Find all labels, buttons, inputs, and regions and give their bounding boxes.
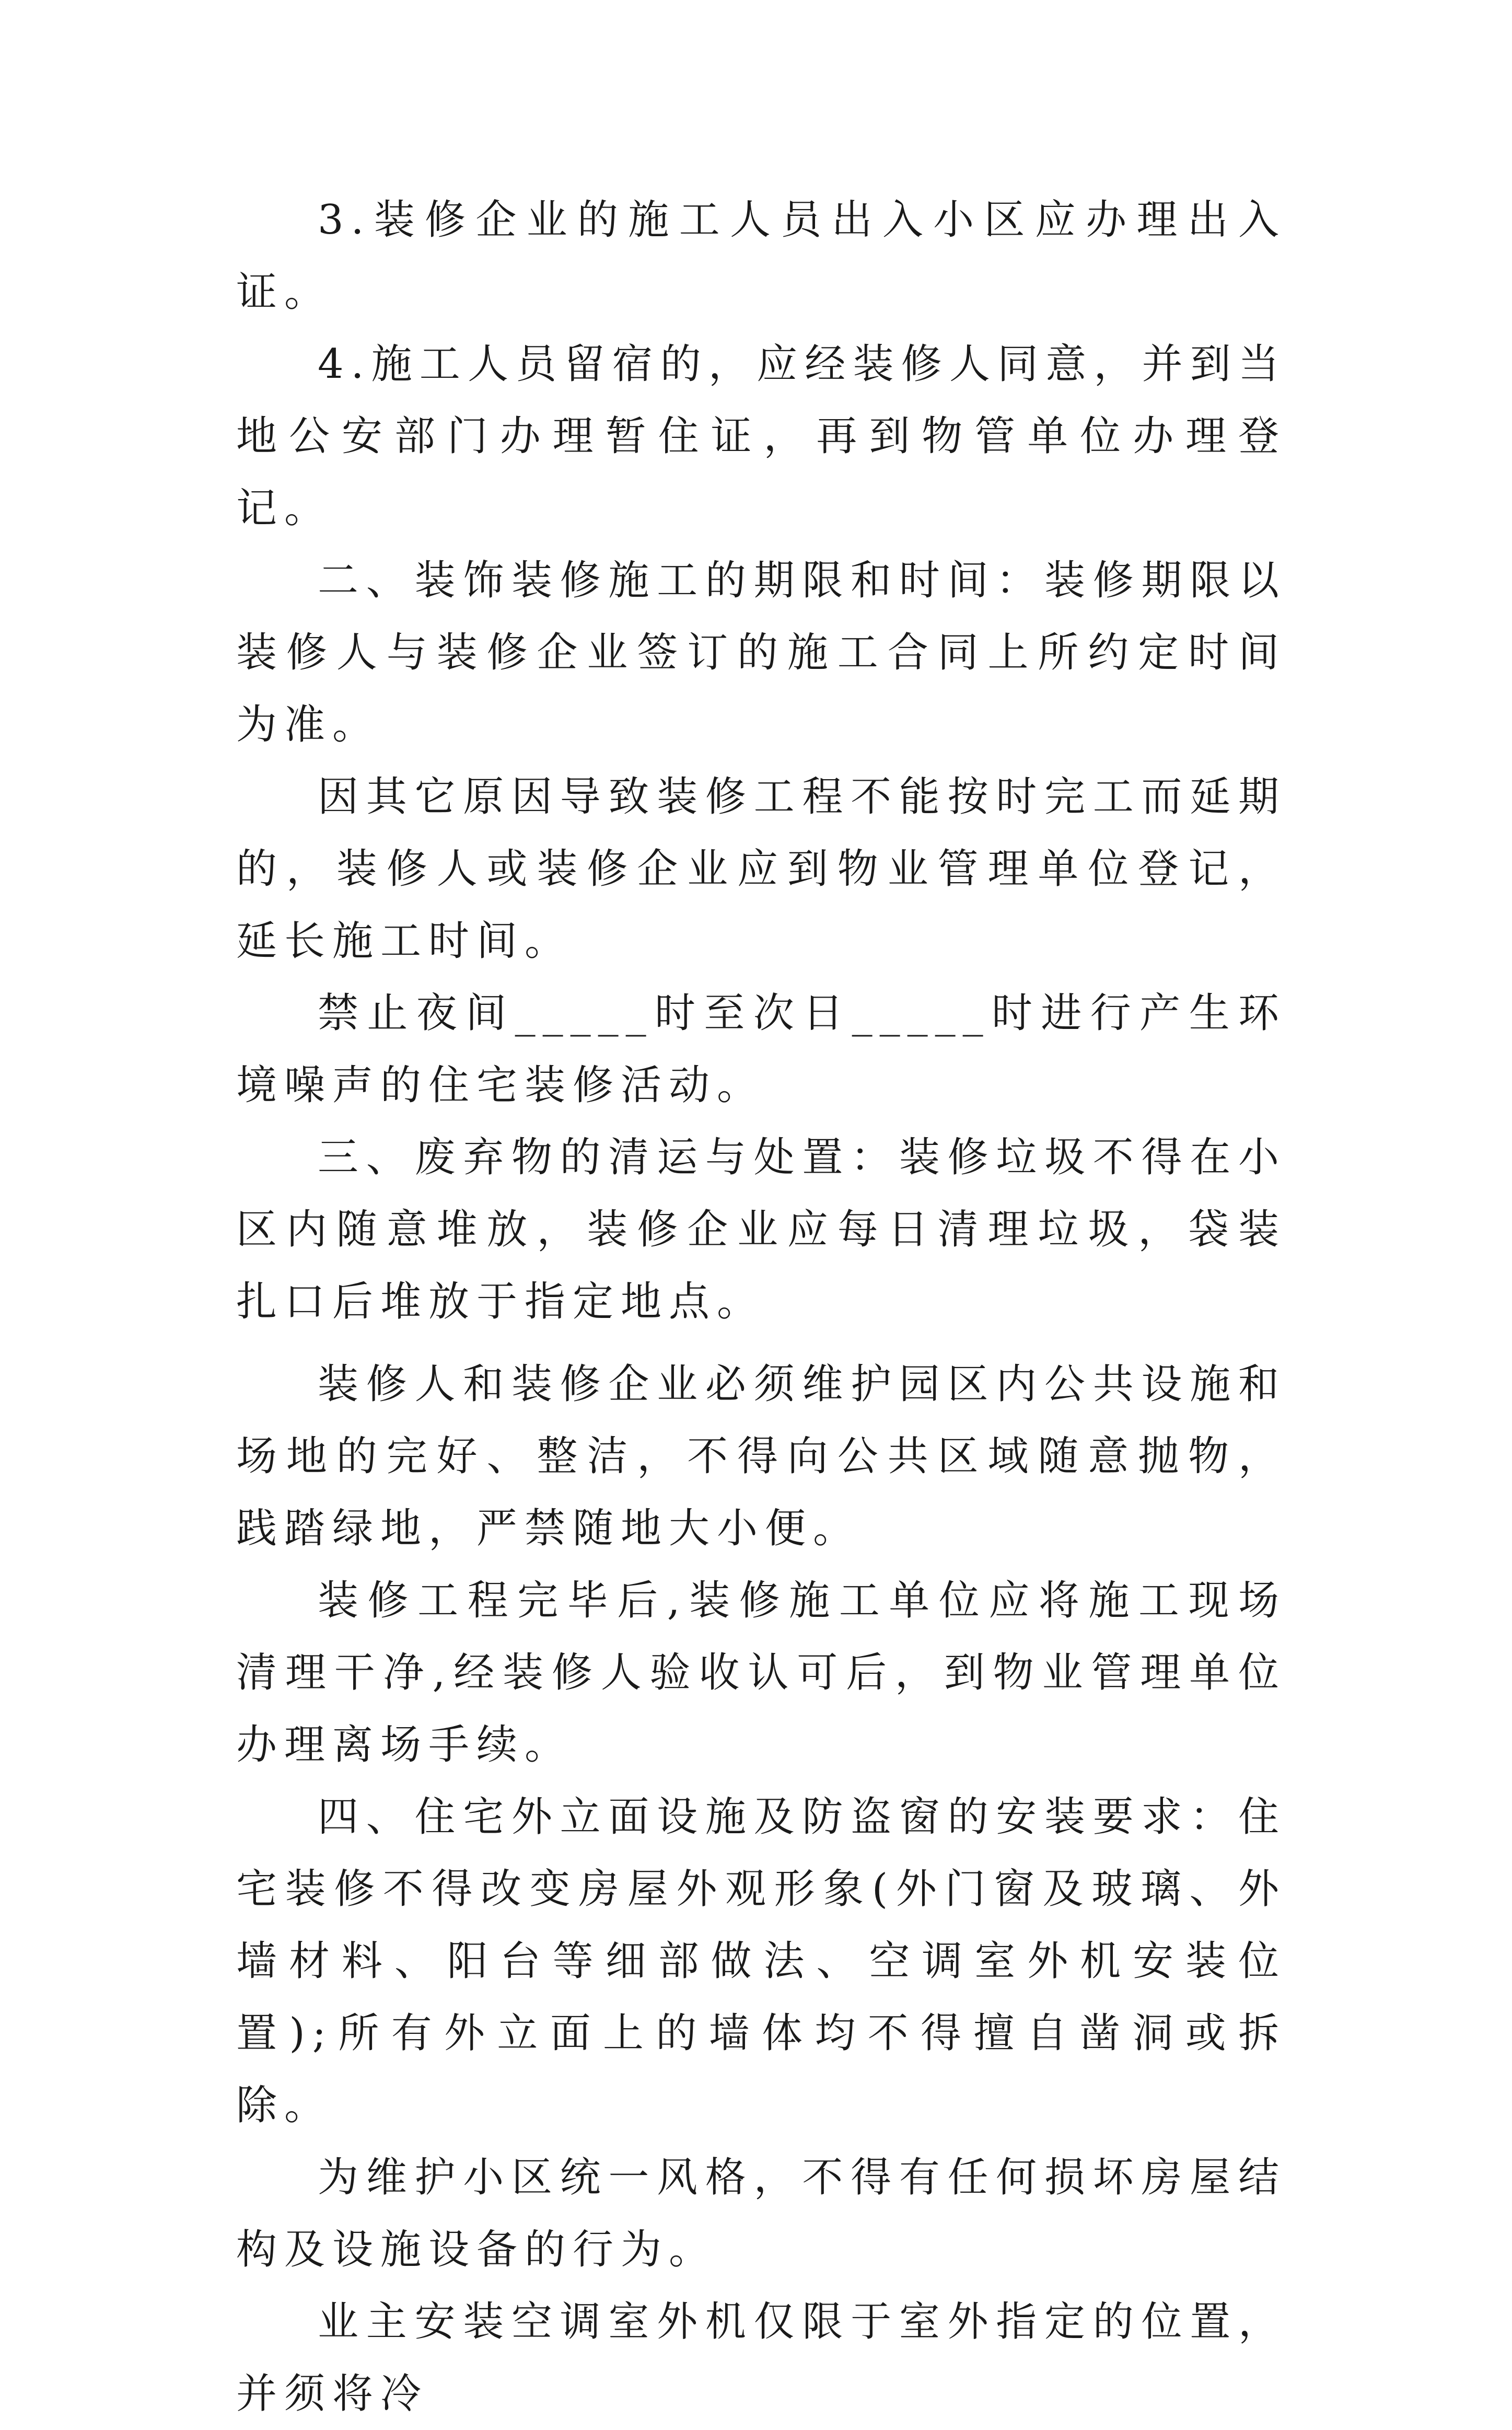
paragraph-night-ban: 禁止夜间_____时至次日_____时进行产生环境噪声的住宅装修活动。 (236, 990, 1286, 1109)
paragraph-section-4-facade: 四、住宅外立面设施及防盗窗的安装要求：住宅装修不得改变房屋外观形象(外门窗及玻璃、外墙材料、阳台等细部做法、空调室外机安装位置);所有外立面上的墙体均不得擅自凿洞或拆除。 (236, 1793, 1286, 2129)
paragraph-item-4: 4.施工人员留宿的，应经装修人同意，并到当地公安部门办理暂住证，再到物管单位办理登记。 (236, 341, 1286, 532)
document-body (236, 184, 1286, 2430)
paragraph-delay: 因其它原因导致装修工程不能按时完工而延期的，装修人或装修企业应到物业管理单位登记，延长施工时间。 (236, 773, 1286, 965)
paragraph-air-conditioner: 业主安装空调室外机仅限于室外指定的位置，并须将冷 (236, 2298, 1286, 2417)
paragraph-completion: 装修工程完毕后,装修施工单位应将施工现场清理干净,经装修人验收认可后，到物业管理单位办理离场手续。 (236, 1577, 1286, 1768)
paragraph-section-3-waste: 三、废弃物的清运与处置：装修垃圾不得在小区内随意堆放，装修企业应每日清理垃圾，袋装扎口后堆放于指定地点。 (236, 1134, 1286, 1325)
paragraph-uniform-style: 为维护小区统一风格，不得有任何损坏房屋结构及设施设备的行为。 (236, 2154, 1286, 2273)
paragraph-item-3: 3.装修企业的施工人员出入小区应办理出入证。 (236, 196, 1286, 316)
paragraph-section-2-period: 二、装饰装修施工的期限和时间：装修期限以装修人与装修企业签订的施工合同上所约定时间为准。 (236, 557, 1286, 748)
paragraph-public-facilities: 装修人和装修企业必须维护园区内公共设施和场地的完好、整洁，不得向公共区域随意抛物，践踏绿地，严禁随地大小便。 (236, 1361, 1286, 1552)
